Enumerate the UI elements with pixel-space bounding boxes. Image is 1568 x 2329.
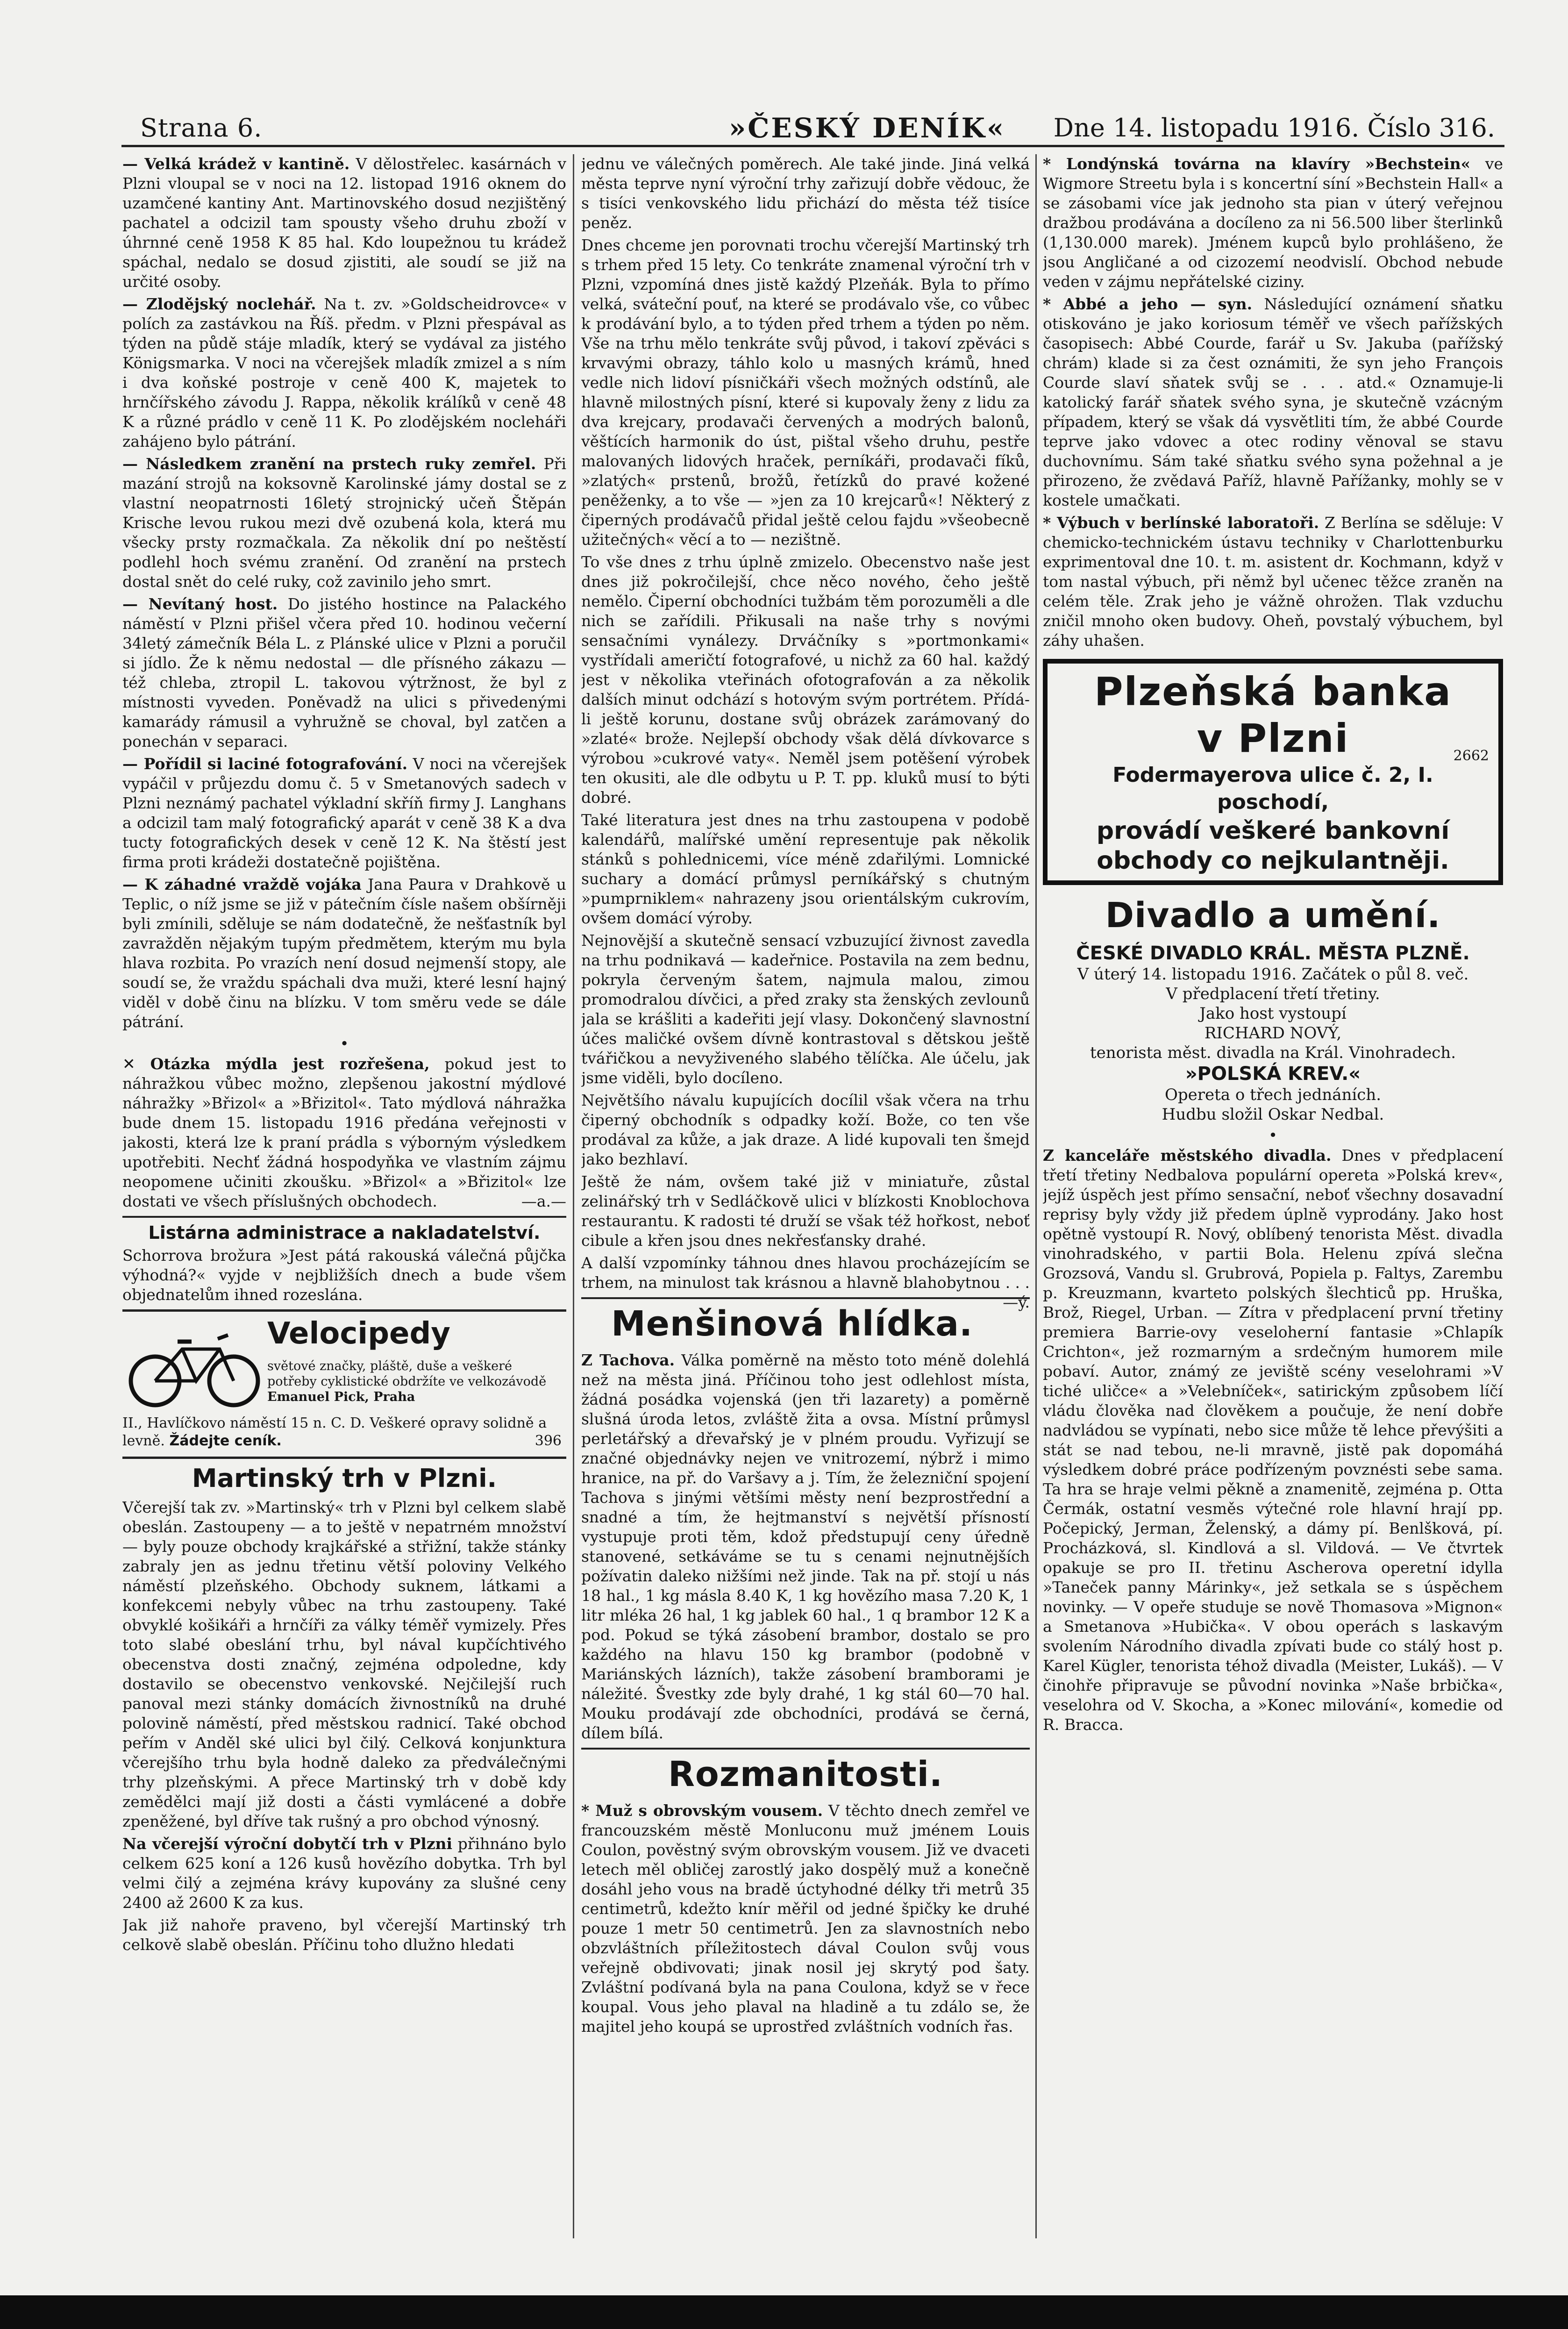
guest-name: RICHARD NOVÝ, xyxy=(1204,1024,1342,1043)
trh-cont-5: Nejnovější a skutečně sensací vzbuzující živnost zavedla na trhu podnikavá — kadeřnice. Postavila na zem bednu, pokryla červeným šatem, najmula malou, zimou promodralou dívčici, a před zraky sta ženských zevlounů jala se krášliti a kadeřiti její vlasy. Dokončený slavnostní účes maličké ovšem dívně kontrastoval s dětskou ještě tvářičkou a nevyživeného slabého tělíčka. Ale účelu, jak jsme viděli, bylo docíleno. xyxy=(581,931,1030,1087)
velocipedy-ad xyxy=(122,1309,566,1459)
divadlo-text: Z kanceláře městského divadla. Dnes v předplacení třetí třetiny Nedbalova populární opereta »Polská krev«, jejíž úspěch jest přímo sensační, neboť všechny dosavadní reprisy byly vždy již předem úplně vyprodány. Jako host opětně vystoupí R. Nový, oblíbený tenorista Měst. divadla vinohradského, v partii Bola. Helenu zpívá slečna Grozsová, Vandu sl. Grubrová, Popiela p. Faltys, Zarembu p. Kreuzmann, kvarteto polských šlechticů pp. Hruška, Brož, Riegel, Urban. — Zítra v předplacení první třetiny premiera Barrie-ovy veseloherní fantasie »Chlapík Crichton«, jež rozmarným a srdečným humorem mile pobaví. Autor, známý ze jeviště scény veselohrami »V tiché uličce« a »Velebníček«, satirickým způsobem líčí vládu člověka nad člověkem a poučuje, že není dobře nadvládou se vypínati, nebo sice může tě lehce převýšiti a stát se nad tebou, ne-li mravně, jistě pak dopomáhá výsledkem dobré práce podřízeným povznésti sebe sama. Ta hra se hraje velmi pěkně a znamenitě, zejména p. Otta Čermák, ostatní vesměs výtečné role hlavní hrají pp. Počepický, Jerman, Želenský, a dámy pí. Benlšková, pí. Procházková, sl. Kindlová a sl. Vildová. — Ve čtvrtek opakuje se pro II. třetinu Ascherova operetní idylla »Taneček panny Márinky«, jež setkala se s úspěchem novinky. — V opeře studuje se nově Thomasova »Mignon« a Smetanova »Hubička«. V obou operách s laskavým svolením Národního divadla zpívati bude co stálý host p. Karel Kügler, tenorista téhož divadla (Meister, Lukáš). — V činohře připravuje se původní novinka »Naše brbička«, veselohra od V. Skocha, a »Konec milování«, komedie od R. Bracca. xyxy=(1043,1146,1503,1734)
column-1 xyxy=(122,154,566,2248)
column-divider xyxy=(1035,154,1037,2238)
velo-address: II., Havlíčkovo náměstí 15 n. C. D. Veškeré opravy solidně a levně. Žádejte ceník. 396 xyxy=(122,1415,562,1449)
bank-ad-code: 2662 xyxy=(1453,748,1489,764)
mensinova-text: Z Tachova. Válka poměrně na město toto méně dolehlá než na města jiná. Příčinou toho jest odlehlost místa, žádná posádka vojenská (jen tři lazarety) a poměrně slušná úroda letos, zvláště žita a ovsa. Místní průmysl perletářský a dřevařský je v plném proudu. Vyřizují se značné objednávky nejen ve vnitrozemí, nýbrž i mimo hranice, na př. do Varšavy a j. Tím, že železniční spojení Tachova s jinými většími městy není bezprostřední a snadné a tím, že hejtmanství s největší přísností vystupuje proti těm, kdož předstupují ceny úředně stanovené, setkáváme se tu s cenami nejnutnějších požívatin daleko nižšími než jinde. Tak na př. stojí u nás 18 hal., 1 kg másla 8.40 K, 1 kg hovězího masa 7.20 K, 1 litr mléka 26 hal, 1 kg jablek 60 hal., 1 q brambor 12 K a pod. Pokud se týká zásobení brambor, dostalo se pro každého na hlavu 150 kg brambor (podobně v Mariánských lázních), takže zásobení bramborami je náležité. Švestky zde byly drahé, 1 kg stál 60—70 hal. Mouku prodávají zde obchodníci, prodává se černá, dílem bílá. xyxy=(581,1351,1030,1742)
scan-border xyxy=(0,2295,1568,2329)
separator-dot: • xyxy=(340,1035,349,1052)
rule xyxy=(581,1297,1030,1299)
divadlo-title: Divadlo a umění. xyxy=(1105,895,1441,936)
martinsky-p3: Jak již nahoře praveno, byl včerejší Martinský trh celkově slabě obeslán. Příčinu toho dlužno hledati xyxy=(122,1916,566,1954)
article-host: — Nevítaný host. Do jistého hostince na Palackého náměstí v Plzni přišel včera před 10. hodinou večerní 34letý zámečník Béla L. z Plánské ulice v Plzni a poručil si jídlo. Že k němu nedostal — dle přísného zákazu — též chleba, ztropil L. takovou výtržnost, že byl z místnosti vyveden. Poněvadž na ulici s přivedenými kamarády rámusil a vyhružně se choval, byl zatčen a ponechán v separaci. xyxy=(122,595,566,750)
rozmanitosti-text: * Muž s obrovským vousem. V těchto dnech zemřel ve francouzském městě Monluconu muž jménem Louis Coulon, pověstný svým obrovským vousem. Již ve dvaceti letech měl obličej zarostlý jako dospělý muž a konečně dosáhl jeho vous na bradě úctyhodné délky tři metrů 35 centimetrů, kdežto knír měřil od jedné špičky ke druhé pouze 1 metr 50 centimetrů. Jen za slavnostních nebo obzvláštních příležitostech dával Coulon svůj vous veřejně obdivovati; jinak nosil jej skrytý pod šaty. Zvláštní podívaná byla na pana Coulona, když se v řece koupal. Vous jeho plaval na hladině a tu zdálo se, že majitel jeho koupá se uprostřed zvláštních vodních řas. xyxy=(581,1801,1030,2036)
column-2 xyxy=(581,154,1030,2210)
separator-dot: • xyxy=(1269,1126,1277,1144)
bank-slogan-2: obchody co nejkulantněji. xyxy=(1097,847,1449,875)
rozmanitosti-title: Rozmanitosti. xyxy=(668,1754,943,1794)
martinsky-p2: Na včerejší výroční dobytčí trh v Plzni přihnáno bylo celkem 625 koní a 126 kusů hovězího dobytka. Trh byl velmi čilý a zejména krávy kupovány za slušné ceny 2400 až 2600 K za kus. xyxy=(122,1835,566,1912)
trh-cont-4: Také literatura jest dnes na trhu zastoupena v podobě kalendářů, malířské umění representuje pak několik stánků s pohlednicemi, více méně zdařilými. Lomnické suchary a domácí průmysl perníkářský s chutným »pumprniklem« nahrazeny jsou orientálským cukrovím, ovšem domácí výroby. xyxy=(581,811,1030,927)
rule xyxy=(122,1216,566,1218)
column-divider xyxy=(573,154,574,2238)
page-header xyxy=(121,107,1504,147)
article-kradez: — Velká krádež v kantině. V dělostřelec. kasárnách v Plzni vloupal se v noci na 12. listopad 1916 oknem do uzamčené kantiny Ant. Martinovského dosud nezjištěný pachatel a odcizil tam spousty všeho druhu zboží v úhrnné ceně 1958 K 85 hal. Kdo loupežnou tu krádež spáchal, nedalo se dosud zjistiti, ale soudí se již na určité osoby. xyxy=(122,155,566,291)
play-title: »POLSKÁ KREV.« xyxy=(1185,1063,1361,1085)
article-abbe: * Abbé a jeho — syn. Následující oznámení sňatku otiskováno je jako koriosum téměř ve všech pařížských časopisech: Abbé Courde, farář u Sv. Jakuba (pařížský chrám) klade si za čest oznámiti, že syn jeho François Courde slaví sňatek svůj se . . . atd.« Oznamuje-li katolický farář sňatek svého syna, je skutečně vzácným případem, který se však dá vysvětliti tím, že abbé Courde teprve jako vdovec a otec rodiny věnoval se stavu duchovnímu. Sám také sňatku svého syna požehnal a je přirozeno, že zvědavá Paříž, hlavně Pařížanky, mohly se v kostele umačkati. xyxy=(1043,295,1503,509)
guest-intro: Jako host vystoupí xyxy=(1199,1004,1347,1023)
column-3 xyxy=(1043,154,1503,2229)
rule xyxy=(581,1748,1030,1750)
article-foto: — Pořídil si laciné fotografování. V noci na včerejšek vypáčil v průjezdu domu č. 5 v Smetanových sadech v Plzni neznámý pachatel výkladní skříň firmy J. Langhans a odcizil tam malý fotografický aparát v ceně 38 K a dva tucty fotografických desek v ceně 12 K. Na štěstí jest firma proti krádeži dostatečně pojištěna. xyxy=(122,755,566,871)
velo-text: světové značky, pláště, duše a veškeré potřeby cyklistické obdržíte ve velkozávodě Emanuel Pick, Praha xyxy=(267,1359,547,1404)
play-genre: Opereta o třech jednáních. xyxy=(1164,1086,1382,1104)
trh-cont-7: Ještě že nám, ovšem také již v miniatuře, zůstal zelinářský trh v Sedláčkově ulici v blízkosti Knoblochova restaurantu. K radosti té druží se však též hořkost, neboť cibule a křen jsou dnes nekřesťansky drahé. xyxy=(581,1172,1030,1250)
masthead: »ČESKÝ DENÍK« xyxy=(729,112,1006,144)
trh-cont-3: To vše dnes z trhu úplně zmizelo. Obecenstvo naše jest dnes již pokročilejší, chce něco nového, čeho ještě nemělo. Čiperní obchodníci tužbám těm porozuměli a dle nich se zařídili. Přikusali na naše trhy s novými sensačními vynálezy. Drváčníky s »portmonkami« vystřídali američtí fotografové, u nichž za 60 hal. každý jest v několika vteřinách ofotografován a za několik dalších minut odchází s hotovým svým portrétem. Přídá-li ještě korunu, dostane svůj obrázek zarámovaný do »zlaté« brože. Nejlepší obchody však dělá dívkovarce s výrobou »cukrové vaty«. Neměl jsem potěšení výrobek ten okusiti, ale dle odbytu u P. T. pp. kluků musí to býti dobré. xyxy=(581,553,1030,807)
bank-address: Fodermayerova ulice č. 2, I. poschodí, xyxy=(1112,763,1433,814)
article-noclehar: — Zlodějský noclehář. Na t. zv. »Goldscheidrovce« v polích za zastávkou na Říš. předm. v Plzni přespával as týden na půdě stáje mladík, který se vydával za jistého Königsmarka. V noci na včerejšek mladík zmizel a s ním i dva koňské postroje v ceně 400 K, majetek to hrnčířského závodu J. Rappa, několik králíků v ceně 48 K a různé prádlo v ceně 11 K. Po zlodějském nocleháři zahájeno bylo pátrání. xyxy=(122,295,566,450)
trh-cont-6: Největšího návalu kupujících docílil však včera na trhu čiperný obchodník s odpadky koží. Bože, co ten vše prodával za kůže, a jak draze. A lidé kupovali ten šmejd jako bezhlaví. xyxy=(581,1091,1030,1168)
bank-slogan-1: provádí veškeré bankovní xyxy=(1096,817,1450,845)
article-vrazda: — K záhadné vraždě vojáka Jana Paura v Drahkově u Teplic, o níž jsme se již v pátečním čísle našem obšírněji byli zmínili, sděluje se nám dodatečně, že nešťastník byl zavražděn nějakým tupým předmětem, kterým mu byla hlava rozbita. Po vrazích není dosud nejmenší stopy, ale soudí se, že vraždu spáchali dva muži, které lesní hajný viděl v době činu na blízku. V tom směru vede se dále pátrání. xyxy=(122,875,566,1031)
trh-cont-2: Dnes chceme jen porovnati trochu včerejší Martinský trh s trhem před 15 lety. Co tenkráte znamenal výroční trh v Plzni, vzpomíná dnes jistě každý Plzeňák. Byla to přímo velká, sváteční pouť, na které se prodávalo vše, co vůbec k prodávání bylo, a to týden před trhem a týden po něm. Vše na trhu mělo tenkráte svůj původ, i takoví zpěváci s krvavými obrazy, táhlo kolo u masných krámů, hned vedle nich lidoví písničkáři všech možných odstínů, ale hlavně milostných písní, které si kupovaly ženy z lidu za dva krejcary, prodavači červených a modrých balonů, věštících harmonik do úst, pištal všeho druhu, pestře malovaných lidových hraček, perníkáři, prodavači fíků, »zlatých« prstenů, brožů, řetízků do pravé kožené peněženky, a to vše — »jen za 10 krejcarů«! Některý z čiperných prodávačů přidal ještě celou fajdu »všeobecně užitečných« věcí a to — nezištně. xyxy=(581,236,1030,549)
bank-title-city: v Plzni xyxy=(1197,715,1349,761)
bank-title: Plzeňská banka xyxy=(1094,669,1452,714)
article-bechstein: * Londýnská továrna na klavíry »Bechstein« ve Wigmore Streetu byla i s koncertní síní »Bechstein Hall« a se zásobami více jak jednoho sta pian v úterý veřejnou dražbou prodávána a docíleno za ni 56.500 liber šterlinků (1,130.000 marek). Jménem kupců bylo prohlášeno, že jsou Angličané a od cizozemí neodvislí. Obchod nebude veden v zájmu nepřátelské ciziny. xyxy=(1043,155,1503,291)
trh-cont-1: jednu ve válečných poměrech. Ale také jinde. Jiná velká města teprve nyní výroční trhy zařizují dobře vědouc, že s tisíci venkovského lidu přichází do města též tisíce peněz. xyxy=(581,155,1030,232)
listarna-title: Listárna administrace a nakladatelství. xyxy=(148,1222,541,1243)
subscription: V předplacení třetí třetiny. xyxy=(1166,985,1380,1003)
listarna-text: Schorrova brožura »Jest pátá rakouská válečná půjčka výhodná?« vyjde v nejbližších dnech a bude všem objednatelům ihned rozeslána. xyxy=(122,1246,566,1304)
trh-cont-8: A další vzpomínky táhnou dnes hlavou procházejícím se trhem, na minulost tak krásnou a hlavně blahobytnou . . . —ý. xyxy=(581,1254,1030,1311)
mensinova-title: Menšinová hlídka. xyxy=(611,1304,973,1344)
issue-date: Dne 14. listopadu 1916. Číslo 316. xyxy=(1053,113,1495,143)
article-vybuch: * Výbuch v berlínské laboratoři. Z Berlína se sděluje: V chemicko-technickém ústavu techniky v Charlottenburku exprimentoval dne 10. t. m. asistent dr. Kochmann, když v tom nastal výbuch, při němž byl učenec těžce zraněn na celém těle. Zrak jeho je vážně ohrožen. Tlak vzduchu zničil mnoho oken budovy. Oheň, povstalý výbuchem, byl záhy uhašen. xyxy=(1043,514,1503,650)
page-number: Strana 6. xyxy=(140,113,263,143)
play-music: Hudbu složil Oskar Nedbal. xyxy=(1162,1105,1384,1124)
guest-role: tenorista měst. divadla na Král. Vinohradech. xyxy=(1090,1043,1456,1062)
performance-date: V úterý 14. listopadu 1916. Začátek o půl 8. več. xyxy=(1077,965,1469,984)
martinsky-title: Martinský trh v Plzni. xyxy=(192,1464,497,1493)
martinsky-p1: Včerejší tak zv. »Martinský« trh v Plzni byl celkem slabě obeslán. Zastoupeny — a to ještě v nepatrném množství — byly pouze obchody krajkářské a střižní, takže stánky zabraly jen as jednu třetinu větší poloviny Velkého náměstí plzeňského. Obchody suknem, látkami a konfekcemi nebyly vůbec na trhu zastoupeny. Také obvyklé košikáři a hrnčíři za války téměř vymizely. Přes toto slabé obeslání trhu, byl nával kupčíchtivého obecenstva dosti značný, zejména odpoledne, kdy dostavilo se obecenstvo venkovské. Nejčilejší ruch panoval mezi stánky domácích živnostníků na druhé polovině náměstí, před městskou radnicí. Také obchod peřím v Anděl ské ulici byl čilý. Celková konjunktura včerejšího trhu byla hodně daleko za předválečnými trhy plzeňskými. A přece Martinský trh v době kdy zemědělci mají již dosti a části vymlácené a dobře zpeněžené, byl dříve tak rušný a pro obchod výnosný. xyxy=(122,1498,566,1830)
theatre-name: ČESKÉ DIVADLO KRÁL. MĚSTA PLZNĚ. xyxy=(1076,943,1470,964)
article-zraneni: — Následkem zranění na prstech ruky zemřel. Při mazání strojů na koksovně Karolinské jámy dostal se z vlastní neopatrnosti 16letý strojnický učeň Štěpán Krische levou rukou mezi dvě ozubená kola, která mu všecky prsty rozmačkala. Za několik dní po neštěstí podlehl hoch svému zranění. Od zranění na prstech dostal snět do celé ruky, což zavinilo jeho smrt. xyxy=(122,455,566,591)
bank-ad xyxy=(1043,659,1503,885)
article-mydlo: ✕ Otázka mýdla jest rozřešena, pokud jest to náhražkou vůbec možno, zlepšenou jakostní mýdlové náhražky »Břizol« a »Břizitol«. Tato mýdlová náhražka bude dnem 15. listopadu 1916 předána veřejnosti v jakosti, která lze k praní prádla s výborným výsledkem upotřebiti. Nechť žádná hospodyňka ve vlastním zájmu neopomene učiniti zkoušku. »Břizol« a »Břizitol« lze dostati ve všech příslušných obchodech. —a.— xyxy=(122,1055,566,1210)
bicycle-icon xyxy=(126,1326,262,1410)
velo-title: Velocipedy xyxy=(267,1316,450,1351)
